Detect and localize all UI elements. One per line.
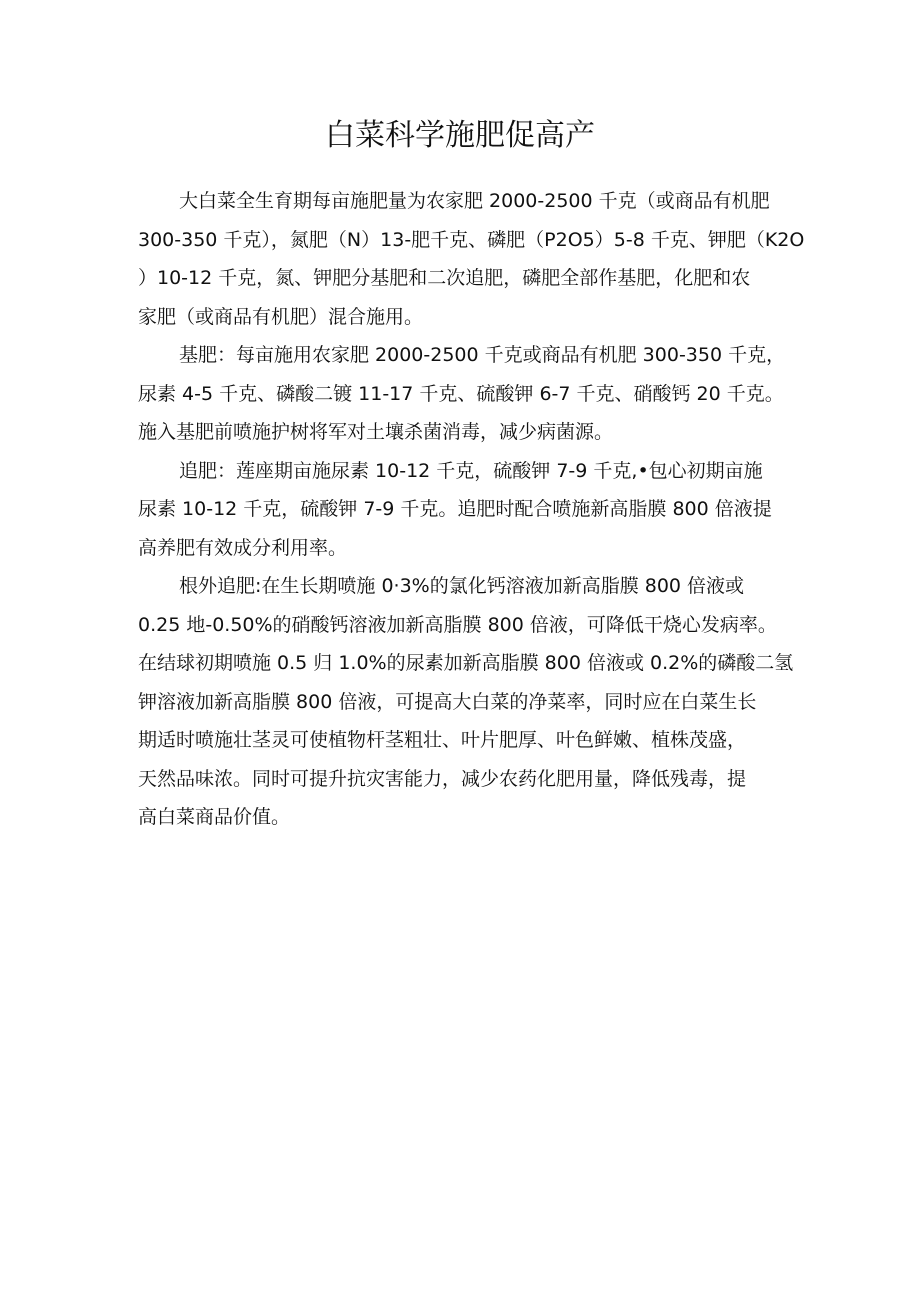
text-line: ）10-12 千克，氮、钾肥分基肥和二次追肥，磷肥全部作基肥，化肥和农 (138, 267, 751, 289)
text-line: 300-350 千克），氮肥（N）13-肥千克、磷肥（P2O5）5-8 千克、钾肥（K2O (138, 228, 805, 251)
text-line: 基肥：每亩施用农家肥 2000-2500 千克或商品有机肥 300-350 千克， (179, 344, 786, 366)
text-line: 施入基肥前喷施护树将军对土壤杀菌消毒，减少病菌源。 (138, 421, 614, 443)
paragraph-foliar-fertilizer (138, 567, 794, 837)
text-line: 家肥（或商品有机肥）混合施用。 (138, 305, 424, 328)
text-line: 高养肥有效成分利用率。 (138, 536, 348, 559)
text-line: 根外追肥:在生长期喷施 0·3%的氯化钙溶液加新高脂膜 800 倍液或 (179, 575, 745, 597)
paragraph-top-dressing (138, 452, 788, 568)
text-line: 高白菜商品价值。 (138, 806, 291, 828)
text-line: 0.25 地-0.50%的硝酸钙溶液加新高脂膜 800 倍液，可降低干烧心发病率。 (138, 613, 777, 636)
document-title: 白菜科学施肥促高产 (325, 118, 595, 153)
text-line: 尿素 10-12 千克，硫酸钾 7-9 千克。追肥时配合喷施新高脂膜 800 倍液提 (138, 498, 772, 520)
text-line: 追肥：莲座期亩施尿素 10-12 千克，硫酸钾 7-9 千克,•包心初期亩施 (179, 459, 763, 482)
text-line: 钾溶液加新高脂膜 800 倍液，可提高大白菜的净菜率，同时应在白菜生长 (138, 690, 757, 713)
text-line: 尿素 4-5 千克、磷酸二镀 11-17 千克、硫酸钾 6-7 千克、硝酸钙 20 千克。 (138, 382, 784, 405)
document-body (138, 182, 805, 837)
text-line: 天然品味浓。同时可提升抗灾害能力，减少农药化肥用量，降低残毒，提 (138, 767, 747, 790)
paragraph-base-fertilizer (138, 336, 788, 452)
text-line: 大白菜全生育期每亩施肥量为农家肥 2000-2500 千克（或商品有机肥 (179, 190, 770, 212)
paragraph-overview (138, 182, 805, 336)
text-line: 在结球初期喷施 0.5 归 1.0%的尿素加新高脂膜 800 倍液或 0.2%的磷酸二氢 (138, 652, 794, 674)
text-line: 期适时喷施壮茎灵可使植物杆茎粗壮、叶片肥厚、叶色鲜嫩、植株茂盛， (138, 729, 747, 751)
